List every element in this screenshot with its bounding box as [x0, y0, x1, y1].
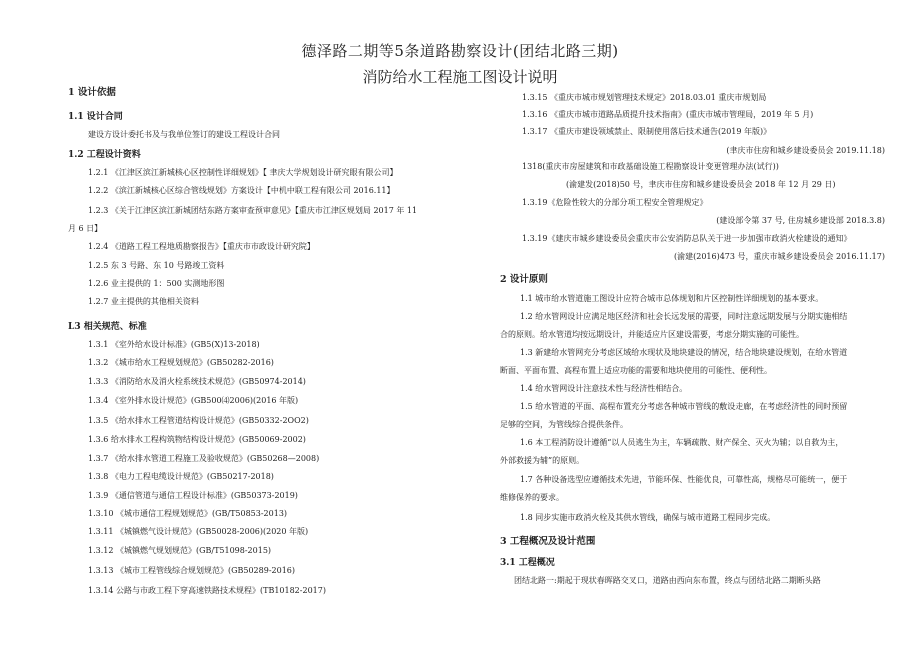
list-item: 1.3.19《危险性较大的分部分项工程安全管理规定》	[522, 198, 708, 207]
list-item: 1.2.6 业主提供的 1：500 实测地形图	[88, 279, 225, 288]
list-item: 1.3.17 《重庆市建设领域禁止、限制使用落后技术通告(2019 年版)》	[522, 127, 772, 136]
document-subtitle: 消防给水工程施工图设计说明	[362, 68, 558, 86]
paragraph: 1.6 本工程消防设计遵循“以人员逃生为主，车辆疏散、财产保全、灭火为辅；以自救为主，	[520, 438, 844, 447]
list-item: 1.3.6 给水排水工程构筑物结构设计规范》(GB50069-2002)	[88, 435, 306, 444]
list-item: 1.3.16 《重庆市城市道路品质提升技术指南》(重庆市城市管理局，2019 年 5 月)	[522, 110, 814, 119]
paragraph-continuation: 断面、平面布置、高程布置上适应功能的需要和地块使用的可能性、便利性。	[500, 366, 772, 375]
list-item: 1.3.1 《室外给水设计标准》(GB5(X)13-2018)	[88, 340, 260, 349]
paragraph: 建设方设计委托书及与我单位签订的建设工程设计合同	[88, 130, 280, 139]
paragraph: 1.5 给水管道的平面、高程布置充分考虑各种城市管线的敷设走廊，在考虑经济性的同时预留	[520, 402, 848, 411]
list-item: 1.3.19《建庆市城乡建设委员会重庆市公安消防总队关于进一步加强市政消火栓建设的通知》	[522, 234, 852, 243]
list-item: 1318(重庆市房屋建筑和市政基础设施工程勘察设计变更管理办法(试行))	[522, 162, 779, 171]
list-item-continuation: 月 6 日】	[68, 224, 103, 233]
list-item: 1.3.13 《城市工程管线综合规划规范》(GB50289-2016)	[88, 566, 296, 575]
subsection-heading: 1.2 工程设计资料	[68, 150, 141, 160]
subsection-heading: 3.1 工程概况	[500, 558, 555, 568]
list-item: 1.2.1 《江津区滨江新城核心区控制性详细规划》【 聿庆大学规划设计研究眼有限公司】	[88, 168, 398, 177]
list-item-source: (渝建发(2018)50 号，聿庆市住房和城乡建设委员会 2018 年 12 月 29 日)	[566, 180, 836, 189]
subsection-heading: 1.1 设计合同	[68, 112, 123, 122]
list-item: 1.3.14 公路与市政工程下穿高速铁路技术规程》(TB10182-2017)	[88, 586, 326, 595]
paragraph-continuation: 足够的空间，为管线综合提供条件。	[500, 420, 628, 429]
list-item: 1.3.5 《给水排水工程管道结构设计规范》(GB50332-2OO2)	[88, 416, 309, 425]
paragraph: 1.8 同步实施市政消火栓及其供水管线，确保与城市道路工程同步完成。	[520, 513, 776, 522]
paragraph-continuation: 外部救援为辅”的原则。	[500, 456, 585, 465]
list-item-source: (渝建(2016)473 号，重庆市城乡建设委员会 2016.11.17)	[673, 252, 885, 261]
section-heading: 2 设计原则	[500, 274, 548, 285]
list-item: 1.2.4 《道路工程工程地质勘察报告》【重庆市市政设计研究院】	[88, 242, 315, 251]
paragraph: 1.3 新建给水管网充分考虑区域给水现状及地块建设的情况，结合地块建设规划，在给水管道	[520, 348, 848, 357]
paragraph: 1.4 给水管网设计注意技术性与经济性相结合。	[520, 384, 688, 393]
list-item-source: (聿庆市住房和城乡建设委员会 2019.11.18)	[726, 146, 885, 155]
paragraph: 1.2 给水管网设计应满足地区经济和社会长远发展的需要，同时注意远期发展与分期实施相结	[520, 312, 848, 321]
list-item: 1.2.5 东 3 号路、东 10 号路竣工资料	[88, 261, 225, 270]
list-item: 1.2.3 《关于江津区滨江新城团结东路方案审查预审意见》【重庆市江津区规划局 2017 年 11	[88, 206, 418, 215]
list-item: 1.3.2 《城市给水工程规划规范》(GB50282-2016)	[88, 358, 274, 367]
list-item: 1.3.3 《消防给水及消火栓系统技术规范》(GB50974-2014)	[88, 377, 306, 386]
list-item: 1.3.11 《城镇燃气设计规范》(GB50028-2006)(2020 年版)	[88, 527, 309, 536]
section-heading: 1 设计依据	[68, 87, 116, 98]
document-title: 德泽路二期等5条道路勘察设计(团结北路三期)	[301, 42, 619, 60]
list-item: 1.3.7 《给水排水管道工程施工及验收规范》(GB50268—2008)	[88, 454, 320, 463]
list-item: 1.3.8 《电力工程电缆设计规范》(GB50217-2018)	[88, 472, 274, 481]
paragraph: 1.7 各种设备选型应遵循技术先进，节能环保、性能优良，可靠性高，规格尽可能统一，便于	[520, 475, 848, 484]
paragraph: 团结北路一:期起于现状春晖路交叉口，道路由西向东布置，终点与团结北路二期断头路	[514, 576, 821, 585]
paragraph-continuation: 维修保养的要求。	[500, 493, 564, 502]
list-item-source: (建设部令第 37 号, 住房城乡建设部 2018.3.8)	[716, 216, 885, 225]
paragraph-continuation: 合的原则。给水管道均按远期设计，并能适应片区建设需要，考虑分期实施的可能性。	[500, 330, 804, 339]
paragraph: 1.1 城市给水管道施工图设计应符合城市总体规划和片区控制性详细规划的基本要求。	[520, 294, 824, 303]
subsection-heading: L3 相关规范、标准	[68, 322, 147, 332]
list-item: 1.3.12 《城镇燃气规划规范》(GB/T51098-2015)	[88, 546, 272, 555]
list-item: 1.3.9 《通信管道与通信工程设计标准》(GB50373-2019)	[88, 491, 298, 500]
list-item: 1.3.15 《重庆市城市规划管理技术规定》2018.03.01 重庆市规划局	[522, 93, 767, 102]
list-item: 1.3.4 《室外排水设计规范》(GB500⑷2006)(2016 年版)	[88, 396, 299, 405]
list-item: 1.2.7 业主提供的其他相关资料	[88, 297, 199, 306]
list-item: 1.3.10 《城市通信工程规划规范》(GB/T50853-2013)	[88, 509, 288, 518]
section-heading: 3 工程概况及设计范围	[500, 536, 596, 547]
list-item: 1.2.2 《滨江新城核心区综合管线规划》方案设计【中机中联工程有限公司 2016.11】	[88, 186, 395, 195]
